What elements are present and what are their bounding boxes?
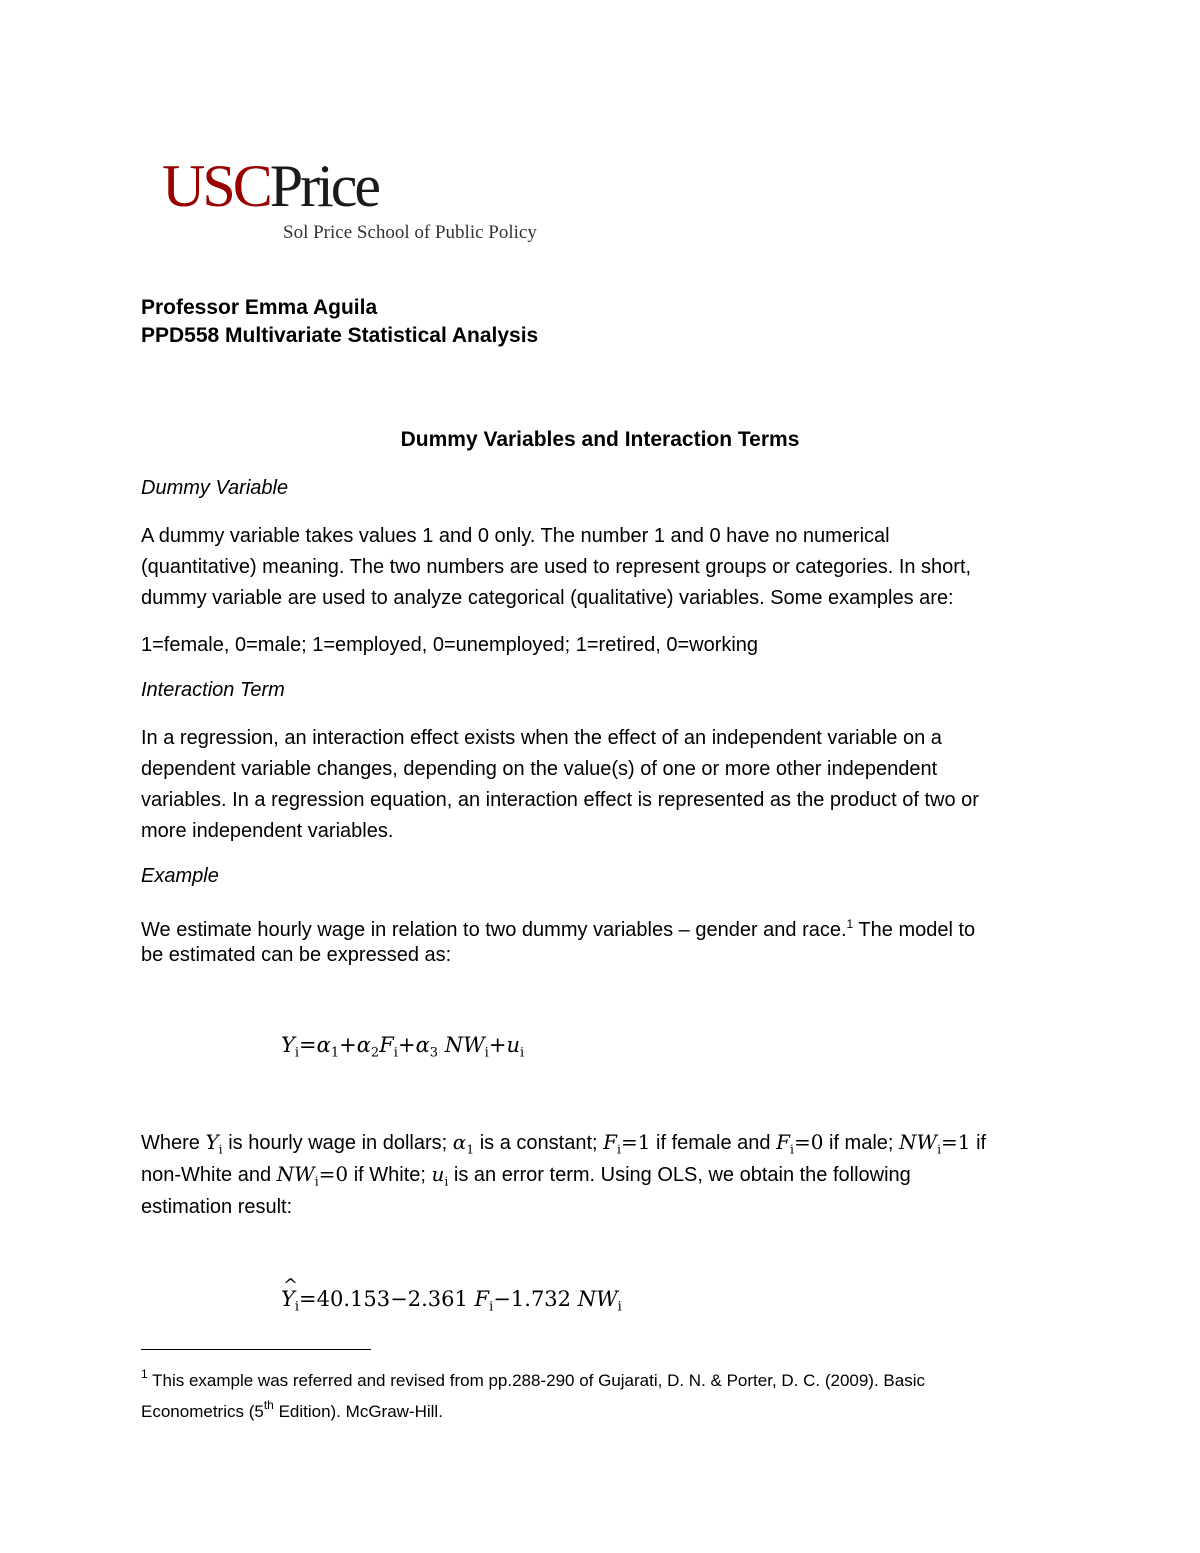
- interaction-paragraph-line-2: dependent variable changes, depending on the value(s) of one or more other independent: [141, 758, 938, 780]
- interaction-paragraph-line-4: more independent variables.: [141, 820, 394, 842]
- interaction-paragraph-line-3: variables. In a regression equation, an interaction effect is represented as the product of two or: [141, 789, 979, 811]
- footnote-line-2: [141, 1393, 925, 1424]
- model-equation: $Y_i=\alpha_1+\alpha_2F_i+\alpha_3$ $NW_i+u_i$: [281, 1033, 525, 1061]
- estimated-equation: ^ $Y_i=40.153-2.361$ $F_i-1.732$ $NW_i$: [281, 1287, 622, 1315]
- where-paragraph-line-3: estimation result:: [141, 1196, 293, 1218]
- where-paragraph-line-2: [141, 1159, 911, 1196]
- footnote: [141, 1362, 925, 1424]
- math-f-equals-0: $F_i=0$: [776, 1130, 824, 1157]
- where-text-3: is a constant;: [474, 1132, 604, 1154]
- footnote-mark: 1: [141, 1367, 148, 1381]
- where-text-5: if male;: [823, 1132, 900, 1154]
- professor-name: Professor Emma Aguila: [141, 296, 378, 319]
- footnote-text-2a: Econometrics (5: [141, 1402, 264, 1421]
- where-text-4: if female and: [650, 1132, 777, 1154]
- footnote-superscript: th: [263, 1398, 274, 1412]
- where-text-2: is hourly wage in dollars;: [222, 1132, 453, 1154]
- section-heading-interaction: Interaction Term: [141, 679, 285, 701]
- math-u-i: $u_i$: [431, 1162, 449, 1189]
- logo-subtitle: Sol Price School of Public Policy: [283, 222, 537, 243]
- math-y-i: $Y_i$: [205, 1130, 223, 1157]
- footnote-text-1: This example was referred and revised from pp.288-290 of Gujarati, D. N. & Porter, D. C. (2009). Basic: [147, 1371, 925, 1390]
- section-heading-example: Example: [141, 865, 219, 887]
- footnote-text-2b: Edition). McGraw-Hill.: [273, 1402, 443, 1421]
- page-title: Dummy Variables and Interaction Terms: [400, 428, 800, 451]
- footnote-divider: [141, 1349, 371, 1350]
- dummy-paragraph-line-1: A dummy variable takes values 1 and 0 only. The number 1 and 0 have no numerical: [141, 525, 890, 547]
- where-text-6: if: [970, 1132, 987, 1154]
- math-nw-equals-0: $NW_i=0$: [276, 1162, 349, 1189]
- section-heading-dummy: Dummy Variable: [141, 477, 289, 499]
- interaction-paragraph-line-1: In a regression, an interaction effect exists when the effect of an independent variable on a: [141, 727, 942, 749]
- footnote-reference: 1: [846, 917, 854, 931]
- logo-usc-text: USC: [162, 153, 270, 219]
- example-paragraph-line-2: be estimated can be expressed as:: [141, 944, 452, 966]
- math-f-equals-1: $F_i=1$: [603, 1130, 651, 1157]
- where-text-8: if White;: [348, 1164, 432, 1186]
- course-title: PPD558 Multivariate Statistical Analysis: [141, 324, 539, 347]
- where-text-1: Where: [141, 1132, 206, 1154]
- logo-price-text: Price: [269, 153, 378, 219]
- math-alpha-1: $\alpha_1$: [452, 1130, 475, 1157]
- estimate-coef-nw: 1.732: [510, 1287, 572, 1311]
- usc-price-logo: [162, 153, 378, 219]
- footnote-line-1: [141, 1362, 925, 1393]
- where-text-9: is an error term. Using OLS, we obtain the following: [448, 1164, 911, 1186]
- dummy-paragraph-line-2: (quantitative) meaning. The two numbers are used to represent groups or categories. In short,: [141, 556, 972, 578]
- dummy-paragraph-line-3: dummy variable are used to analyze categorical (qualitative) variables. Some examples are:: [141, 587, 954, 609]
- where-text-7: non-White and: [141, 1164, 277, 1186]
- estimate-intercept: 40.153: [316, 1287, 391, 1311]
- example-text-b: The model to: [853, 919, 976, 941]
- dummy-examples: 1=female, 0=male; 1=employed, 0=unemployed; 1=retired, 0=working: [141, 634, 759, 656]
- math-nw-equals-1: $NW_i=1$: [899, 1130, 971, 1157]
- estimate-coef-f: 2.361: [407, 1287, 468, 1311]
- example-text-a: We estimate hourly wage in relation to two dummy variables – gender and race.: [141, 919, 847, 941]
